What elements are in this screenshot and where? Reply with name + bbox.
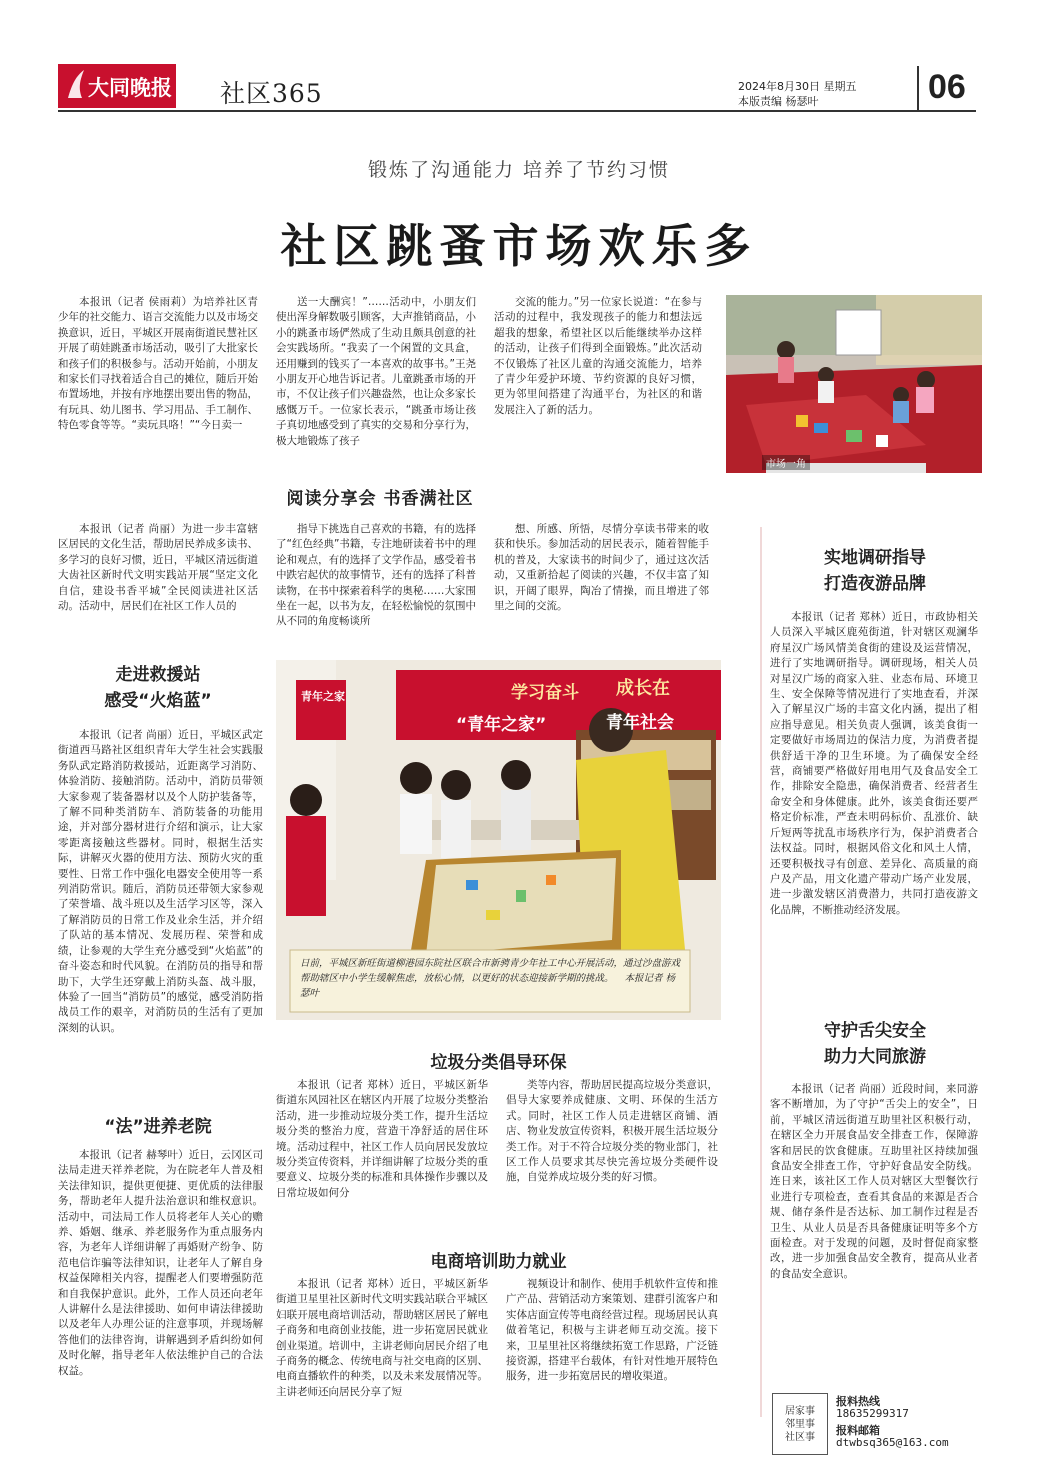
garbage-text-2: 类等内容，帮助居民提高垃圾分类意识，倡导大家要养成健康、文明、环保的生活方式。同时，社区工作人员走进辖区商铺、酒店、物业发放宣传资料，积极开展生活垃圾分类工作。对于不符合垃圾分类的物业部门，社区工作人员要求其尽快完善垃圾分类硬件设施，自觉养成垃圾分类的好习惯。 <box>506 1079 718 1184</box>
phone-number[interactable]: 18635299317 <box>836 1407 909 1420</box>
ecommerce-text-2: 视频设计和制作、使用手机软件宣传和推广产品、营销活动方案策划、建群引流客户和实体店面宣传等电商经营过程。现场居民认真做着笔记，积极与主讲老师互动交流。接下来，卫星里社区将继续拓宽工作思路，广泛链接资源，搭建平台载体，有针对性地开展特色服务，进一步拓宽居民的增收渠道。 <box>506 1278 718 1383</box>
reading-column-1 <box>58 522 258 642</box>
lead-subhead: 锻炼了沟通能力 培养了节约习惯 <box>367 159 671 181</box>
ecommerce-column-2 <box>506 1277 718 1432</box>
sign-youth-home-small: 青年之家 <box>301 690 345 703</box>
stamp-line-1: 居家事 <box>785 1405 815 1417</box>
research-title-line-2: 打造夜游品牌 <box>824 574 926 594</box>
reading-title: 阅读分享会 书香满社区 <box>286 489 474 509</box>
fire-title-line-1: 走进救援站 <box>115 665 201 685</box>
lead-text-2: 送一大酬宾！”……活动中，小朋友们使出浑身解数吸引顾客，大声推销商品，小小的跳蚤市场俨然成了生动且颇具创意的社会实践场所。“我卖了一个闲置的文具盒，还用赚到的钱买了一本喜欢的故事书。”王尧小朋友开心地告诉记者。儿童跳蚤市场的开市，不仅让孩子们兴趣盎然，也让众多家长感慨万千。一位家长表示，“跳蚤市场让孩子真切地感受到了真实的交易和分享行为，极大地锻炼了孩子 <box>276 296 476 447</box>
lead-column-1 <box>58 295 258 475</box>
newspaper-logo <box>58 64 176 108</box>
logo-text: 大同晚报 <box>88 75 172 100</box>
food-text: 本报讯（记者 尚丽）近段时间，来同游客不断增加，为了守护“舌尖上的安全”，日前，平城区清远街道互助里社区积极行动，在辖区全力开展食品安全排查工作，保障游客和居民的饮食健康。互助里社区持续加强食品安全排查工作，守护好食品安全防线。连日来，该社区工作人员对辖区大型餐饮行业进行专项检查，查看其食品的来源是否合规、储存条件是否达标、加工制作过程是否卫生、从业人员是否具备健康证明等多个方面检查。对于发现的问题，及时督促商家整改，进一步加强食品安全教育，提高从业者的食品安全意识。 <box>770 1083 978 1280</box>
section-title: 社区365 <box>220 79 323 108</box>
garbage-text-1: 本报讯（记者 郑林）近日，平城区新华街道东风园社区在辖区内开展了垃圾分类整治活动，进一步推动垃圾分类工作，提升生活垃圾分类的整治力度，营造干净舒适的居住环境。活动过程中，社区工作人员向居民发放垃圾分类宣传资料，并详细讲解了垃圾分类的重要意义、垃圾分类的标准和具体操作步骤以及日常垃圾如何分 <box>276 1079 488 1199</box>
research-body <box>770 610 978 1008</box>
email-label: 报料邮箱 <box>836 1424 880 1437</box>
lead-column-3 <box>494 295 702 460</box>
stamp-line-2: 邻里事 <box>785 1418 815 1430</box>
lead-text-1: 本报讯（记者 侯雨莉）为培养社区青少年的社交能力、语言交流能力以及市场交换意识，近日，平城区开展南街道民慧社区开展了萌娃跳蚤市场活动，吸引了大批家长和孩子们的积极参与。活动开始前，小朋友和家长们寻找着适合自己的摊位，随后开始布置场地，并按有序地摆出要出售的物品，有玩具、幼儿图书、学习用品、手工制作、特色零食等等。“卖玩具咯！”“今日卖一 <box>58 296 258 432</box>
reading-column-2 <box>276 522 476 642</box>
lead-column-2 <box>276 295 476 475</box>
ecommerce-title: 电商培训助力就业 <box>430 1252 567 1272</box>
header-rule <box>58 110 976 112</box>
email-address[interactable]: dtwbsq365@163.com <box>836 1436 949 1449</box>
research-title-line-1: 实地调研指导 <box>824 548 926 568</box>
research-text: 本报讯（记者 郑林）近日，市政协相关人员深入平城区鹿苑街道，针对辖区观澜华府星汉广场风情美食街的建设及运营情况，进行了实地调研指导。调研现场，相关人员对星汉广场的商家入驻、业态布局、环境卫生、安全保障等情况进行了实地查看，并深入了解星汉广场的丰富文化内涵，提出了相应指导意见。相关负责人强调，该美食街一定要做好市场周边的保洁力度，为消费者提供舒适干净的卫生环境。为了确保安全经营，商铺要严格做好用电用气及食品安全工作，排除安全隐患，确保消费者、经营者生命安全和身体健康。此外，该美食街还要严格定价标准，严查未明码标价、乱涨价、缺斤短两等扰乱市场秩序行为，保护消费者合法权益。同时，根据风俗文化和风土人情，还要积极找寻有创意、差异化、高质量的商户及产品，用文化遗产带动广场产业发展，进一步激发辖区消费潜力，共同打造夜游文化品牌，不断推动经济发展。 <box>770 611 978 916</box>
sign-youth-society: 青年社会 <box>606 713 674 733</box>
fire-title <box>58 662 258 714</box>
law-title: “法”进养老院 <box>104 1117 212 1137</box>
reading-column-3 <box>494 522 709 642</box>
photo-caption-text: 日前，平城区新旺街道柳港园东院社区联合市新骋青少年社工中心开展活动，通过沙盘游戏帮助辖区中小学生缓解焦虑，放松心情，以更好的状态迎接新学期的挑战。 <box>300 958 681 984</box>
lead-text-3: 交流的能力。”另一位家长说道：“在参与活动的过程中，我发现孩子的能力和想法远超我的想象，希望社区以后能继续举办这样的活动，让孩子们得到全面锻炼。”此次活动不仅锻炼了社区儿童的沟通交流能力，培养了青少年爱护环境、节约资源的良好习惯，更为邻里间搭建了沟通平台，为社区的和谐发展注入了新的活力。 <box>494 296 702 416</box>
stamp-line-3: 社区事 <box>785 1431 815 1443</box>
garbage-column-1 <box>276 1078 488 1240</box>
page-editor: 本版责编 杨瑟叶 <box>738 95 819 108</box>
food-title-line-1: 守护舌尖安全 <box>824 1021 926 1041</box>
reading-text-3: 想、所感、所悟，尽情分享读书带来的收获和快乐。参加活动的居民表示，随着智能手机的普及，大家读书的时间少了，通过这次活动，又重新拾起了阅读的兴趣，不仅丰富了知识，开阔了眼界，陶冶了情操，而且增进了邻里之间的交流。 <box>494 523 709 613</box>
header-divider <box>917 66 919 110</box>
youth-home-photo <box>276 660 721 1020</box>
flea-market-photo <box>726 295 982 473</box>
tip-stamp <box>772 1393 828 1455</box>
law-body <box>58 1148 263 1430</box>
ecommerce-column-1 <box>276 1277 488 1432</box>
sign-grow: 成长在 <box>616 678 670 699</box>
reading-text-2: 指导下挑选自己喜欢的书籍，有的选择了“红色经典”书籍，专注地研读着书中的理论和观点，有的选择了文学作品，感受着书中跌宕起伏的故事情节，还有的选择了科普读物，在书中探索着科学的奥秘……大家围坐在一起，以书为友，在轻松愉悦的氛围中从不同的角度畅谈所 <box>276 523 476 628</box>
law-text: 本报讯（记者 赫琴叶）近日，云冈区司法局走进天祥养老院，为在院老年人普及相关法律知识，提供更便捷、更优质的法律服务，帮助老年人提升法治意识和维权意识。活动中，司法局工作人员将老年人关心的赡养、婚姻、继承、养老服务作为重点服务内容，为老年人详细讲解了再婚财产纷争、防范电信诈骗等法律知识，让老年人了解自身权益保障相关内容，提醒老人们要增强防范和自我保护意识。此外，工作人员还向老年人讲解什么是法律援助、如何申请法律援助以及老年人办理公证的注意事项，并现场解答他们的法律咨询，讲解遇到矛盾纠纷如何及时化解，指导老年人依法维护自己的合法权益。 <box>58 1149 263 1377</box>
sign-study: 学习奋斗 <box>511 683 579 703</box>
fire-title-line-2: 感受“火焰蓝” <box>104 691 212 711</box>
research-title <box>770 545 980 597</box>
issue-date: 2024年8月30日 星期五 <box>738 80 857 93</box>
flea-market-caption: 市场一角 <box>762 455 810 470</box>
lead-headline: 社区跳蚤市场欢乐多 <box>280 219 758 273</box>
tip-hotline-box <box>772 1393 970 1453</box>
garbage-title: 垃圾分类倡导环保 <box>430 1053 567 1073</box>
fire-body <box>58 728 263 1090</box>
sign-youth-home: “青年之家” <box>456 715 547 735</box>
ecommerce-text-1: 本报讯（记者 郑林）近日，平城区新华街道卫星里社区新时代文明实践站联合平城区妇联开展电商培训活动，帮助辖区居民了解电子商务和电商创业技能，进一步拓宽居民就业创业渠道。培训中，主讲老师向居民介绍了电子商务的概念、传统电商与社交电商的区别、电商直播软件的种类，以及未来发展情况等。主讲老师还向居民分享了短 <box>276 1278 488 1398</box>
food-title <box>770 1018 980 1070</box>
reading-text-1: 本报讯（记者 尚丽）为进一步丰富辖区居民的文化生活，帮助居民养成多读书、多学习的良好习惯，近日，平城区清远街道大齿社区新时代文明实践站开展“坚定文化自信，建设书香平城”全民阅读进社区活动。活动中，居民们在社区工作人员的 <box>58 523 258 613</box>
photo-caption <box>300 956 680 1001</box>
food-body <box>770 1082 978 1382</box>
phone-label: 报料热线 <box>836 1395 880 1408</box>
photo-credit: 本报记者 杨瑟叶 <box>300 973 676 999</box>
food-title-line-2: 助力大同旅游 <box>824 1047 926 1067</box>
page-number: 06 <box>928 68 966 106</box>
fire-text: 本报讯（记者 尚丽）近日，平城区武定街道西马路社区组织青年大学生社会实践服务队武定路消防救援站，近距离学习消防、体验消防、接触消防。活动中，消防员带领大家参观了装备器材以及个人防护装备等，了解不同种类消防车、消防装备的功能用途，并对部分器材进行介绍和演示，让大家零距离接触这些器材。同时，根据生活实际，讲解灭火器的使用方法、预防火灾的重要性、日常工作中强化电器安全使用等一系列消防常识。随后，消防员还带领大家参观了荣誉墙、战斗班以及生活学习区等，深入了解消防员的日常工作及业余生活，并介绍了队站的基本情况、发展历程、荣誉和成绩，让参观的大学生充分感受到“火焰蓝”的奋斗姿态和时代风貌。在消防员的指导和帮助下，大学生还穿戴上消防头盔、战斗服，体验了一回当“消防员”的感觉，感受消防指战员工作的艰辛，对消防员的生活有了更加深刻的认识。 <box>58 729 263 1034</box>
garbage-column-2 <box>506 1078 718 1240</box>
